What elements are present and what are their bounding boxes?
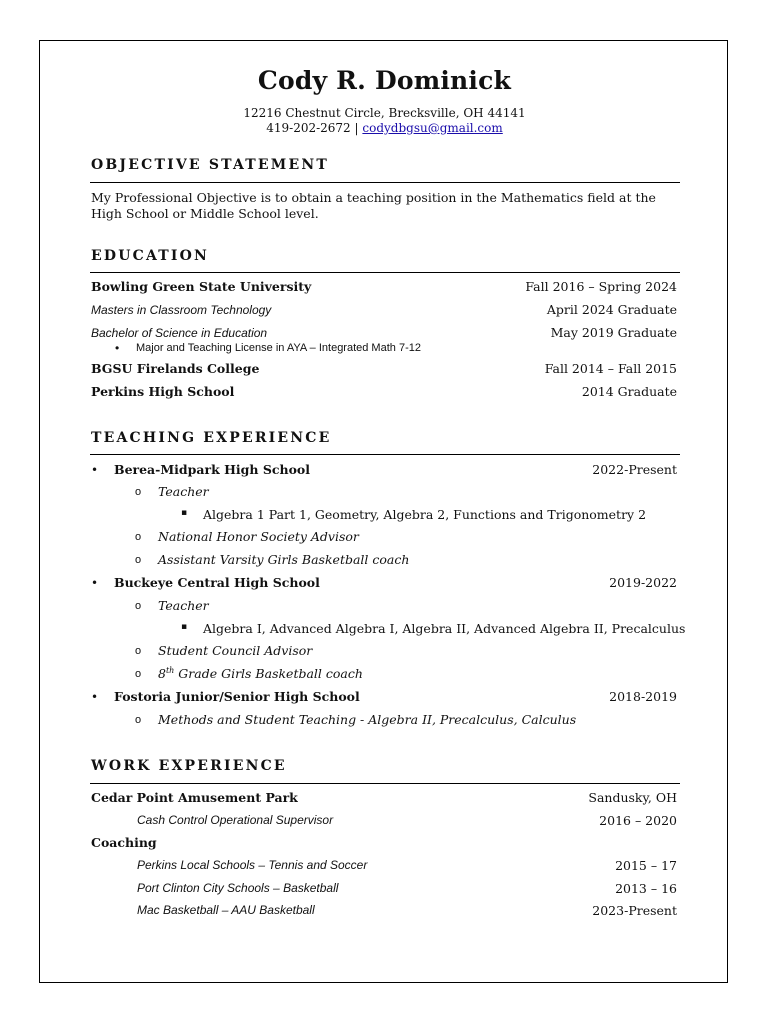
bullet-circle: o	[135, 486, 142, 498]
buckeye-council: Student Council Advisor	[158, 643, 313, 658]
edu-perkins-school: Perkins High School	[91, 384, 235, 399]
buckeye-school: Buckeye Central High School	[114, 575, 320, 590]
resume-name: Cody R. Dominick	[257, 66, 512, 95]
resume-page	[39, 40, 728, 983]
berea-courses: Algebra 1 Part 1, Geometry, Algebra 2, Functions and Trigonometry 2	[203, 507, 647, 522]
berea-role: Teacher	[158, 484, 209, 499]
work-port-clinton-role: Port Clinton City Schools – Basketball	[137, 881, 339, 895]
bullet-circle: o	[135, 668, 142, 680]
bullet-circle: o	[135, 531, 142, 543]
work-cedar-employer: Cedar Point Amusement Park	[91, 790, 298, 805]
fostoria-school: Fostoria Junior/Senior High School	[114, 689, 360, 704]
buckeye-coach	[158, 666, 363, 681]
contact-line	[40, 121, 729, 135]
contact-address: 12216 Chestnut Circle, Brecksville, OH 44141	[243, 106, 526, 120]
berea-dates: 2022-Present	[592, 462, 677, 477]
objective-text: My Professional Objective is to obtain a teaching position in the Mathematics field at the High School or Middle School level.	[91, 190, 656, 221]
bullet-disc: •	[91, 463, 99, 477]
contact-email-link[interactable]: codydbgsu@gmail.com	[362, 121, 503, 135]
edu-firelands-dates: Fall 2014 – Fall 2015	[544, 361, 677, 376]
work-port-clinton-dates: 2013 – 16	[615, 881, 677, 896]
edu-license: Major and Teaching License in AYA – Integrated Math 7-12	[136, 342, 421, 354]
work-heading: WORK EXPERIENCE	[91, 758, 287, 774]
bullet-circle: o	[135, 714, 142, 726]
buckeye-dates: 2019-2022	[609, 575, 677, 590]
work-cash-dates: 2016 – 2020	[599, 813, 677, 828]
fostoria-methods: Methods and Student Teaching - Algebra II, Precalculus, Calculus	[158, 712, 577, 727]
edu-bgsu-dates: Fall 2016 – Spring 2024	[525, 279, 677, 294]
edu-bgsu-school: Bowling Green State University	[91, 279, 312, 294]
bullet-square: ▪	[181, 508, 188, 518]
work-perkins-role: Perkins Local Schools – Tennis and Soccer	[137, 858, 368, 872]
coach-grade-number: 8	[158, 666, 166, 682]
berea-nhs: National Honor Society Advisor	[158, 529, 359, 544]
bullet-disc: •	[91, 576, 99, 590]
buckeye-courses: Algebra I, Advanced Algebra I, Algebra II, Advanced Algebra II, Precalculus	[203, 621, 686, 636]
coach-grade-rest: Grade Girls Basketball coach	[174, 666, 363, 682]
education-divider	[90, 272, 680, 273]
work-coaching-label: Coaching	[91, 835, 157, 850]
teaching-divider	[90, 454, 680, 455]
work-cedar-location: Sandusky, OH	[588, 790, 677, 805]
objective-heading: OBJECTIVE STATEMENT	[91, 157, 329, 173]
work-divider	[90, 783, 680, 784]
berea-school: Berea-Midpark High School	[114, 462, 310, 477]
fostoria-dates: 2018-2019	[609, 689, 677, 704]
bullet-circle: o	[135, 554, 142, 566]
work-mac-role: Mac Basketball – AAU Basketball	[137, 903, 315, 917]
buckeye-role: Teacher	[158, 598, 209, 613]
edu-firelands-school: BGSU Firelands College	[91, 361, 260, 376]
teaching-heading: TEACHING EXPERIENCE	[91, 430, 332, 446]
work-mac-dates: 2023-Present	[592, 903, 677, 918]
work-perkins-dates: 2015 – 17	[615, 858, 677, 873]
objective-divider	[90, 182, 680, 183]
edu-bachelor-degree: Bachelor of Science in Education	[91, 326, 268, 340]
bullet-disc: •	[115, 341, 120, 355]
coach-grade-suffix: th	[165, 666, 175, 675]
education-heading: EDUCATION	[91, 248, 210, 264]
bullet-circle: o	[135, 600, 142, 612]
work-cash-role: Cash Control Operational Supervisor	[137, 813, 334, 827]
contact-phone: 419-202-2672 |	[266, 121, 359, 135]
bullet-square: ▪	[181, 622, 188, 632]
edu-masters-date: April 2024 Graduate	[546, 302, 677, 317]
berea-coach: Assistant Varsity Girls Basketball coach	[158, 552, 410, 567]
edu-perkins-date: 2014 Graduate	[581, 384, 677, 399]
edu-bachelor-date: May 2019 Graduate	[550, 325, 677, 340]
bullet-disc: •	[91, 690, 99, 704]
bullet-circle: o	[135, 645, 142, 657]
edu-masters-degree: Masters in Classroom Technology	[91, 303, 272, 317]
